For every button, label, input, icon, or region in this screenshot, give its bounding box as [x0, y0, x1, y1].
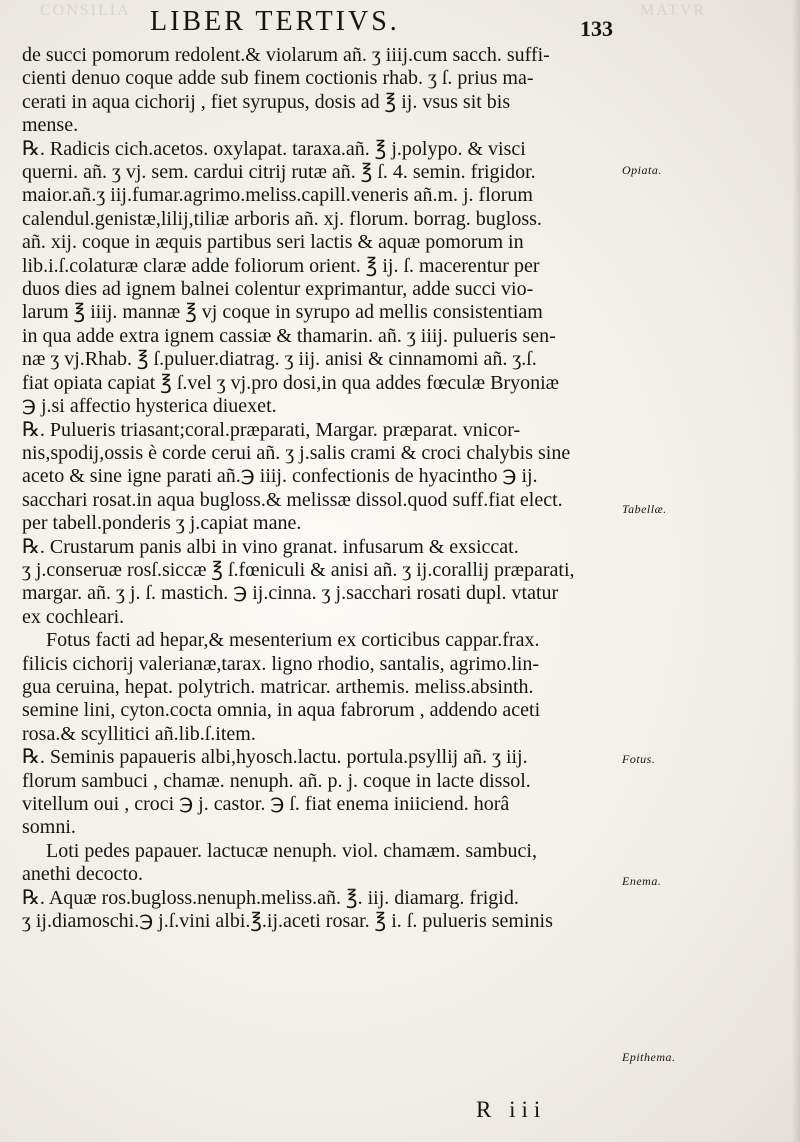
text-line: ℞. Crustarum panis albi in vino granat. infusarum & exsiccat. [22, 535, 519, 558]
margin-note-tabellae: Tabellæ. [622, 502, 667, 516]
text-line: næ ʒ vj.Rhab. ℥ ſ.puluer.diatrag. ʒ iij. anisi & cinnamomi añ. ʒ.ſ. [22, 348, 537, 371]
text-line: ℞. Seminis papaueris albi,hyosch.lactu. portula.psyllij añ. ʒ iij. [22, 746, 528, 769]
text-line: florum sambuci , chamæ. nenuph. añ. p. j. coque in lacte dissol. [22, 769, 531, 792]
paragraph-crustae [22, 536, 618, 630]
text-line: cerati in aqua cichorij , fiet syrupus, dosis ad ℥ ij. vsus sit bis [22, 90, 511, 113]
text-line: de succi pomorum redolent.& violarum añ. ʒ iiij.cum sacch. suffi- [22, 44, 550, 66]
text-line: rosa.& scyllitici añ.lib.ſ.item. [22, 722, 256, 745]
text-line: in qua adde extra ignem cassiæ & thamarin. añ. ʒ iiij. pulueris sen- [22, 324, 556, 347]
page-number: 133 [580, 16, 613, 41]
signature-mark: R iii [476, 1097, 547, 1122]
text-line: mense. [22, 114, 79, 137]
text-line: ℞. Aquæ ros.bugloss.nenuph.meliss.añ. ℥. iij. diamarg. frigid. [22, 886, 519, 909]
text-line: Fotus facti ad hepar,& mesenterium ex corticibus cappar.frax. [46, 629, 540, 652]
margin-note-enema: Enema. [622, 874, 662, 888]
text-line: aceto & sine igne parati añ.℈ iiij. confectionis de hyacintho ℈ ij. [22, 465, 538, 488]
paragraph-tabellae [22, 419, 618, 536]
text-line: calendul.genistæ,lilij,tiliæ arboris añ. xj. florum. borrag. bugloss. [22, 207, 542, 230]
running-title: LIBER TERTIVS. [150, 6, 400, 37]
margin-note-opiata: Opiata. [622, 163, 662, 177]
text-line: maior.añ.ʒ iij.fumar.agrimo.meliss.capill.veneris añ.m. j. florum [22, 184, 533, 207]
main-text-block [22, 44, 618, 933]
paragraph-fotus [22, 629, 618, 746]
bleed-through-text: MATVR [640, 2, 707, 19]
text-line: ʒ j.conseruæ rosſ.siccæ ℥ ſ.fœniculi & anisi añ. ʒ ij.corallij præparati, [22, 558, 575, 581]
text-line: sacchari rosat.in aqua bugloss.& melissæ dissol.quod suff.fiat elect. [22, 488, 563, 511]
text-line: per tabell.ponderis ʒ j.capiat mane. [22, 512, 302, 535]
text-line: ex cochleari. [22, 605, 125, 628]
text-line: querni. añ. ʒ vj. sem. cardui citrij rutæ añ. ℥ ſ. 4. semin. frigidor. [22, 161, 536, 184]
text-line: Loti pedes papauer. lactucæ nenuph. viol. chamæm. sambuci, [46, 839, 537, 862]
margin-note-epithema: Epithema. [622, 1050, 676, 1064]
text-line: nis,spodij,ossis è corde cerui añ. ʒ j.salis crami & croci chalybis sine [22, 441, 571, 464]
text-line: vitellum oui , croci ℈ j. castor. ℈ ſ. fiat enema iniiciend. horâ [22, 793, 510, 815]
paragraph-opiata [22, 138, 618, 419]
text-line: somni. [22, 816, 76, 839]
paragraph-epithema [22, 887, 618, 934]
paragraph-syrupus [22, 44, 618, 138]
text-line: ℈ j.si affectio hysterica diuexet. [22, 395, 277, 418]
text-line: filicis cichorij valerianæ,tarax. ligno rhodio, santalis, agrimo.lin- [22, 652, 540, 675]
text-line: anethi decocto. [22, 863, 144, 886]
paragraph-enema [22, 746, 618, 840]
margin-note-fotus: Fotus. [622, 752, 656, 766]
text-line: ʒ ij.diamoschi.℈ j.ſ.vini albi.℥.ij.aceti rosar. ℥ i. ſ. pulueris seminis [22, 910, 553, 933]
text-line: cienti denuo coque adde sub finem coctionis rhab. ʒ ſ. prius ma- [22, 67, 534, 90]
text-line: añ. xij. coque in æquis partibus seri lactis & aquæ pomorum in [22, 231, 524, 254]
text-line: semine lini, cyton.cocta omnia, in aqua fabrorum , addendo aceti [22, 699, 541, 722]
bleed-through-text: CONSILIA [40, 2, 131, 19]
text-line: fiat opiata capiat ℥ ſ.vel ʒ vj.pro dosi,in qua addes fœculæ Bryoniæ [22, 371, 559, 394]
text-line: margar. añ. ʒ j. ſ. mastich. ℈ ij.cinna. ʒ j.sacchari rosati dupl. vtatur [22, 582, 559, 605]
text-line: lib.i.ſ.colaturæ claræ adde foliorum orient. ℥ ij. ſ. macerentur per [22, 254, 540, 277]
text-line: gua ceruina, hepat. polytrich. matricar. arthemis. meliss.absinth. [22, 675, 534, 698]
text-line: duos dies ad ignem balnei colentur exprimantur, adde succi vio- [22, 278, 534, 301]
text-line: ℞. Pulueris triasant;coral.præparati, Margar. præparat. vnicor- [22, 418, 521, 441]
page-edge-shadow [792, 0, 800, 1142]
paragraph-loti [22, 840, 618, 887]
text-line: ℞. Radicis cich.acetos. oxylapat. taraxa.añ. ℥ j.polypo. & visci [22, 137, 526, 160]
text-line: larum ℥ iiij. mannæ ℥ vj coque in syrupo ad mellis consistentiam [22, 301, 543, 324]
